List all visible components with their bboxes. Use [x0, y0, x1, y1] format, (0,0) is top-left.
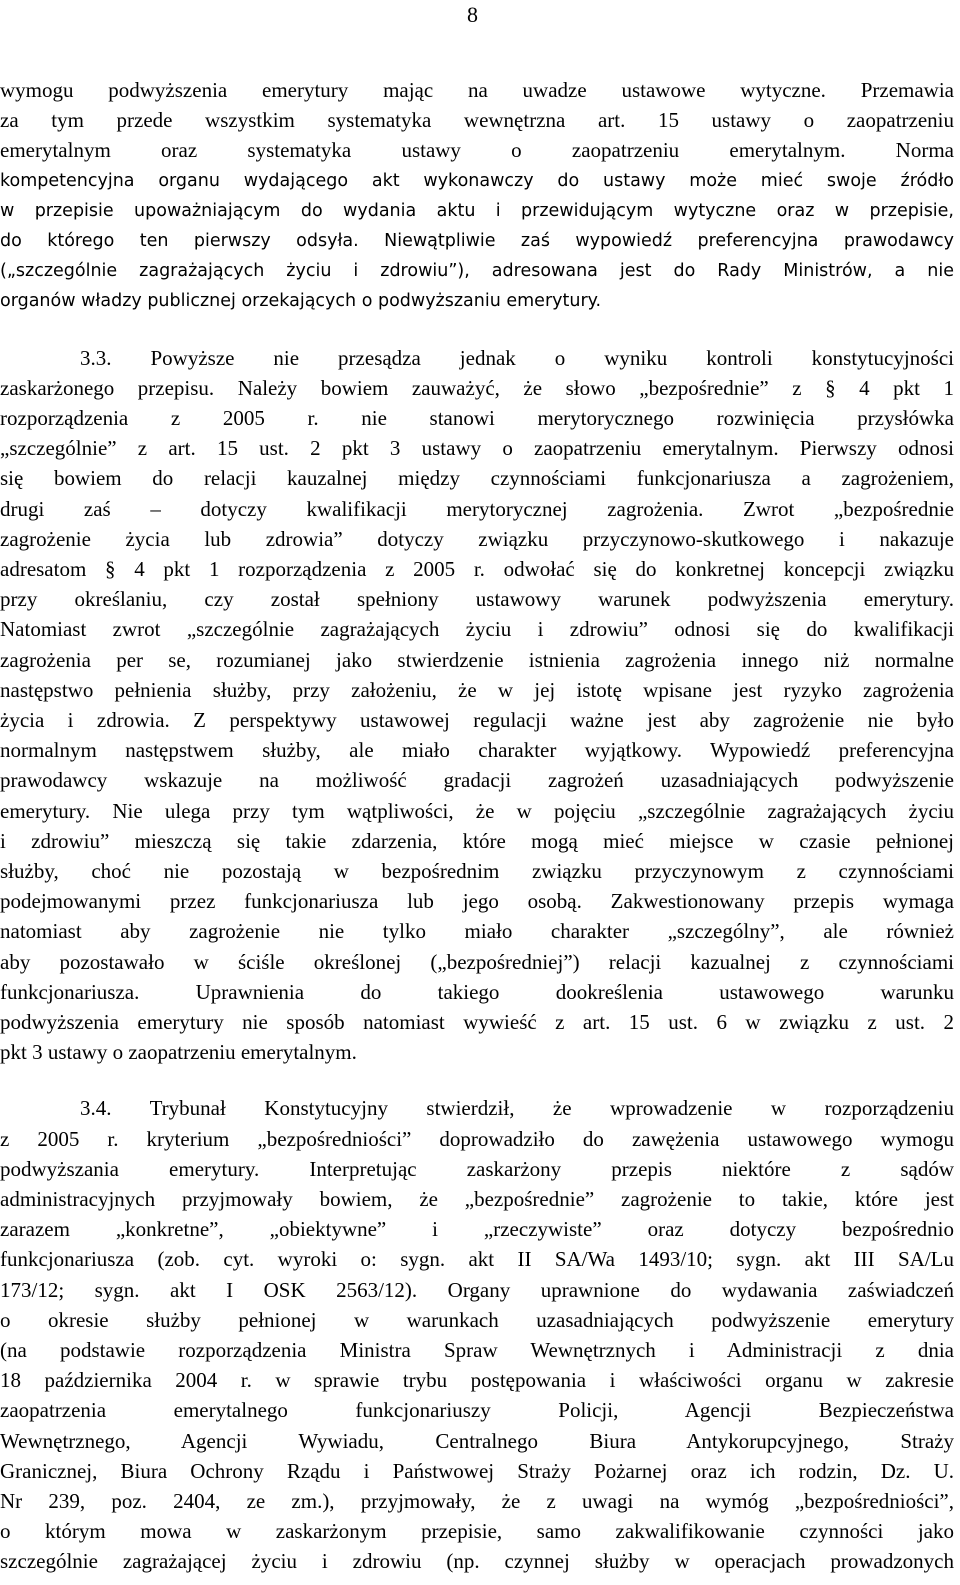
- text-line: funkcjonariusza (zob. cyt. wyroki o: sygn. akt II SA/Wa 1493/10; sygn. akt III SA/Lu: [0, 1247, 954, 1271]
- text-line: „szczególnie” z art. 15 ust. 2 pkt 3 ustawy o zaopatrzeniu emerytalnym. Pierwszy odnosi: [0, 436, 954, 460]
- text-line: i zdrowiu” mieszczą się takie zdarzenia, które mogą mieć miejsce w czasie pełnionej: [0, 829, 954, 853]
- text-line: zagrożenie życia lub zdrowia” dotyczy związku przyczynowo-skutkowego i nakazuje: [0, 527, 954, 551]
- text-line: o okresie służby pełnionej w warunkach uzasadniających podwyższenie emerytury: [0, 1308, 954, 1332]
- text-line: podwyższenia emerytury nie sposób natomiast wywieść z art. 15 ust. 6 w związku z ust. 2: [0, 1010, 954, 1034]
- text-line: prawodawcy wskazuje na możliwość gradacji zagrożeń uzasadniających podwyższenie: [0, 768, 954, 792]
- text-line: zaopatrzenia emerytalnego funkcjonariuszy Policji, Agencji Bezpieczeństwa: [0, 1398, 954, 1422]
- text-line: służby, choć nie pozostają w bezpośrednim związku przyczynowym z czynnościami: [0, 859, 954, 883]
- text-line: przy określaniu, czy został spełniony ustawowy warunek podwyższenia emerytury.: [0, 587, 954, 611]
- text-line: Granicznej, Biura Ochrony Rządu i Państwowej Straży Pożarnej oraz ich rodzin, Dz. U.: [0, 1459, 954, 1483]
- text-line: następstwo pełnienia służby, przy założeniu, że w jej istotę wpisane jest ryzyko zagrożenia: [0, 678, 954, 702]
- text-line: podwyższania emerytury. Interpretując zaskarżony przepis niektóre z sądów: [0, 1157, 954, 1181]
- text-line: o którym mowa w zaskarżonym przepisie, samo zakwalifikowanie czynności jako: [0, 1519, 954, 1543]
- paragraph-heading-3-4: 3.4. Trybunał Konstytucyjny stwierdził, że wprowadzenie w rozporządzeniu: [80, 1096, 954, 1120]
- text-line: kompetencyjna organu wydającego akt wykonawczy do ustawy może mieć swoje źródło: [0, 171, 954, 191]
- text-line: natomiast aby zagrożenie nie tylko miało charakter „szczególny”, ale również: [0, 919, 954, 943]
- text-line: z 2005 r. kryterium „bezpośredniości” doprowadziło do zawężenia ustawowego wymogu: [0, 1127, 954, 1151]
- text-line: 173/12; sygn. akt I OSK 2563/12). Organy uprawnione do wydawania zaświadczeń: [0, 1278, 954, 1302]
- text-line: się bowiem do relacji kauzalnej między czynnościami funkcjonariusza a zagrożeniem,: [0, 466, 954, 490]
- paragraph-heading-3-3: 3.3. Powyższe nie przesądza jednak o wyniku kontroli konstytucyjności: [80, 346, 954, 370]
- text-line: 18 października 2004 r. w sprawie trybu postępowania i właściwości organu w zakresie: [0, 1368, 954, 1392]
- text-line: drugi zaś – dotyczy kwalifikacji merytorycznej zagrożenia. Zwrot „bezpośrednie: [0, 497, 954, 521]
- text-line: podejmowanymi przez funkcjonariusza lub jego osobą. Zakwestionowany przepis wymaga: [0, 889, 954, 913]
- text-line: administracyjnych przyjmowały bowiem, że „bezpośrednie” zagrożenie to takie, które jest: [0, 1187, 954, 1211]
- text-line: szczególnie zagrażającej życiu i zdrowiu (np. czynnej służby w operacjach prowadzonych: [0, 1549, 954, 1573]
- text-line: rozporządzenia z 2005 r. nie stanowi merytorycznego rozwinięcia przysłówka: [0, 406, 954, 430]
- text-line: organów władzy publicznej orzekających o podwyższaniu emerytury.: [0, 291, 602, 311]
- text-line: emerytalnym oraz systematyka ustawy o zaopatrzeniu emerytalnym. Norma: [0, 138, 954, 162]
- text-line: aby pozostawało w ściśle określonej („bezpośredniej”) relacji kazualnej z czynnościami: [0, 950, 954, 974]
- text-line: zarazem „konkretne”, „obiektywne” i „rzeczywiste” oraz dotyczy bezpośrednio: [0, 1217, 954, 1241]
- text-line: („szczególnie zagrażających życiu i zdrowiu”), adresowana jest do Rady Ministrów, a nie: [0, 261, 954, 281]
- page-number: 8: [467, 2, 478, 27]
- text-line: Nr 239, poz. 2404, ze zm.), przyjmowały, że z uwagi na wymóg „bezpośredniości”,: [0, 1489, 954, 1513]
- text-line: w przepisie upoważniającym do wydania aktu i przewidującym wytyczne oraz w przepisie,: [0, 201, 954, 221]
- text-line: Natomiast zwrot „szczególnie zagrażających życiu i zdrowiu” odnosi się do kwalifikacji: [0, 617, 954, 641]
- text-line: Wewnętrznego, Agencji Wywiadu, Centralnego Biura Antykorupcyjnego, Straży: [0, 1429, 954, 1453]
- text-line: życia i zdrowia. Z perspektywy ustawowej regulacji ważne jest aby zagrożenie nie było: [0, 708, 954, 732]
- text-line: zagrożenia per se, rozumianej jako stwierdzenie istnienia zagrożenia innego niż normalne: [0, 648, 954, 672]
- text-line: wymogu podwyższenia emerytury mając na uwadze ustawowe wytyczne. Przemawia: [0, 78, 954, 102]
- text-line: za tym przede wszystkim systematyka wewnętrzna art. 15 ustawy o zaopatrzeniu: [0, 108, 954, 132]
- text-line: (na podstawie rozporządzenia Ministra Spraw Wewnętrznych i Administracji z dnia: [0, 1338, 954, 1362]
- text-line: funkcjonariusza. Uprawnienia do takiego dookreślenia ustawowego warunku: [0, 980, 954, 1004]
- text-line: adresatom § 4 pkt 1 rozporządzenia z 2005 r. odwołać się do konkretnej koncepcji związku: [0, 557, 954, 581]
- text-line: emerytury. Nie ulega przy tym wątpliwości, że w pojęciu „szczególnie zagrażających życiu: [0, 799, 954, 823]
- text-line: do którego ten pierwszy odsyła. Niewątpliwie zaś wypowiedź preferencyjna prawodawcy: [0, 231, 954, 251]
- text-line: pkt 3 ustawy o zaopatrzeniu emerytalnym.: [0, 1040, 357, 1064]
- text-line: normalnym następstwem służby, ale miało charakter wyjątkowy. Wypowiedź preferencyjna: [0, 738, 954, 762]
- text-line: zaskarżonego przepisu. Należy bowiem zauważyć, że słowo „bezpośrednie” z § 4 pkt 1: [0, 376, 954, 400]
